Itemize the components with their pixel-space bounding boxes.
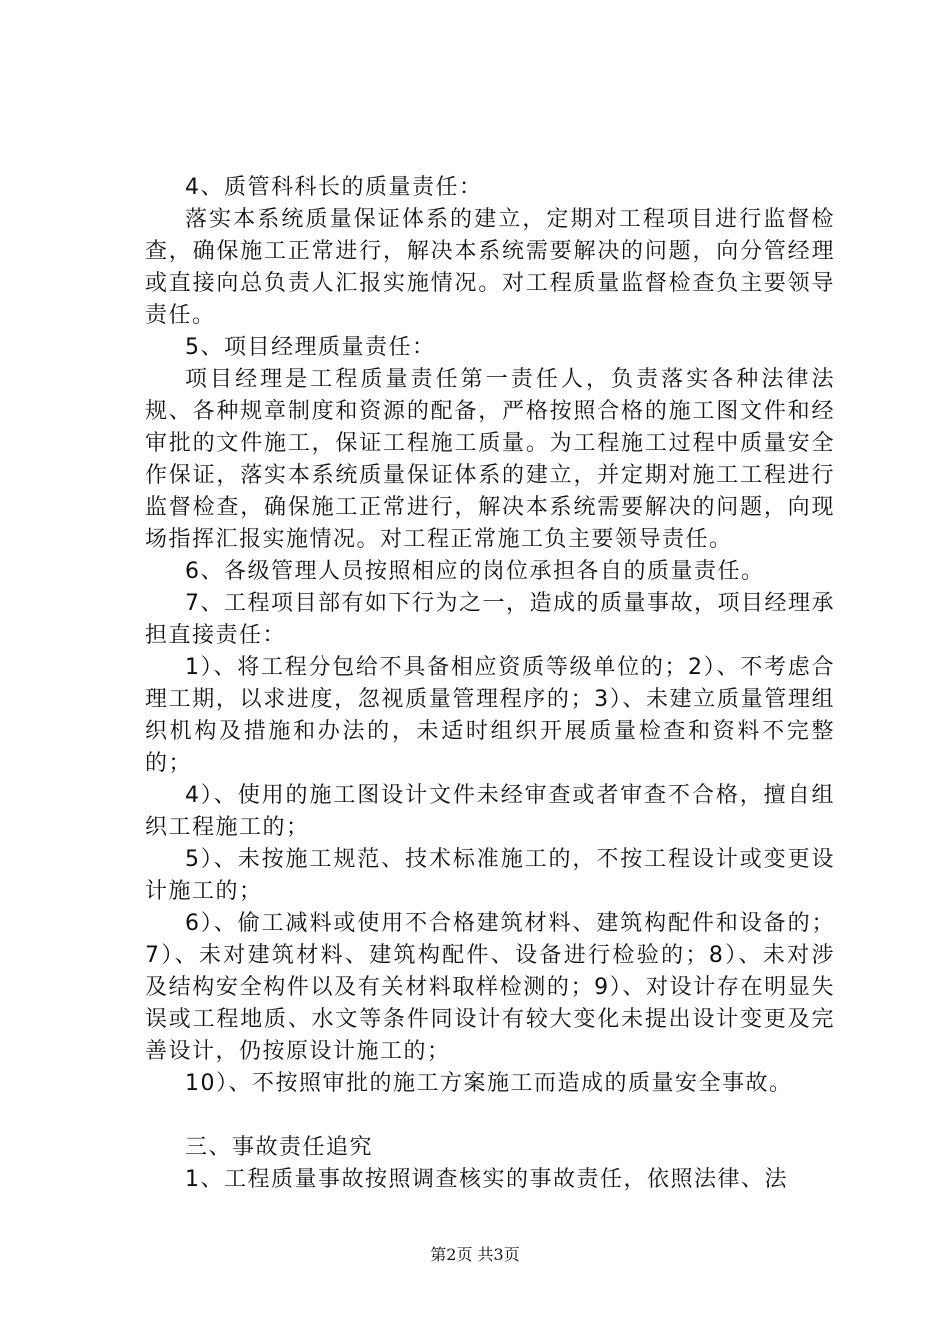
list-item-10: 10）、不按照审批的施工方案施工而造成的质量安全事故。 [185,1071,793,1096]
paragraph-project-manager: 项目经理是工程质量责任第一责任人，负责落实各种法律法规、各种规章制度和资源的配备，严格按照合格的施工图文件和经审批的文件施工，保证工程施工质量。为工程施工过程中质量安全作保证，落实本系统质量保证体系的建立，并定期对施工工程进行监督检查，确保施工正常进行，解决本系统需要解决的问题，向现场指挥汇报实施情况。对工程正常施工负主要领导责任。 [145,367,835,552]
paragraph-management-staff: 6、各级管理人员按照相应的岗位承担各自的质量责任。 [185,559,765,584]
page-footer: 第2页 共3页 [430,1245,520,1264]
list-item-5: 5）、未按施工规范、技术标准施工的，不按工程设计或变更设计施工的； [145,847,835,904]
list-item-1-3: 1）、将工程分包给不具备相应资质等级单位的；2）、不考虑合理工期，以求进度，忽视质量管理程序的；3）、未建立质量管理组织机构及措施和办法的，未适时组织开展质量检查和资料不完整的； [145,655,835,776]
paragraph-quality-chief: 落实本系统质量保证体系的建立，定期对工程项目进行监督检查，确保施工正常进行，解决本系统需要解决的问题，向分管经理或直接向总负责人汇报实施情况。对工程质量监督检查负主要领导责任。 [145,207,835,328]
heading-quality-chief: 4、质管科科长的质量责任： [185,175,483,200]
section-heading-accountability: 三、事故责任追究 [185,1135,374,1160]
list-item-6-9: 6）、偷工减料或使用不合格建筑材料、建筑构配件和设备的；7）、未对建筑材料、建筑构配件、设备进行检验的；8）、未对涉及结构安全构件以及有关材料取样检测的；9）、对设计存在明显失误或工程地质、水文等条件同设计有较大变化未提出设计变更及完善设计，仍按原设计施工的； [145,911,835,1064]
paragraph-project-dept: 7、工程项目部有如下行为之一，造成的质量事故，项目经理承担直接责任： [145,591,835,648]
paragraph-accountability-1: 1、工程质量事故按照调查核实的事故责任，依照法律、法 [185,1167,788,1192]
list-item-4: 4）、使用的施工图设计文件未经审查或者审查不合格，擅自组织工程施工的； [145,783,835,840]
document-body [145,172,835,1196]
heading-project-manager: 5、项目经理质量责任： [185,335,436,360]
